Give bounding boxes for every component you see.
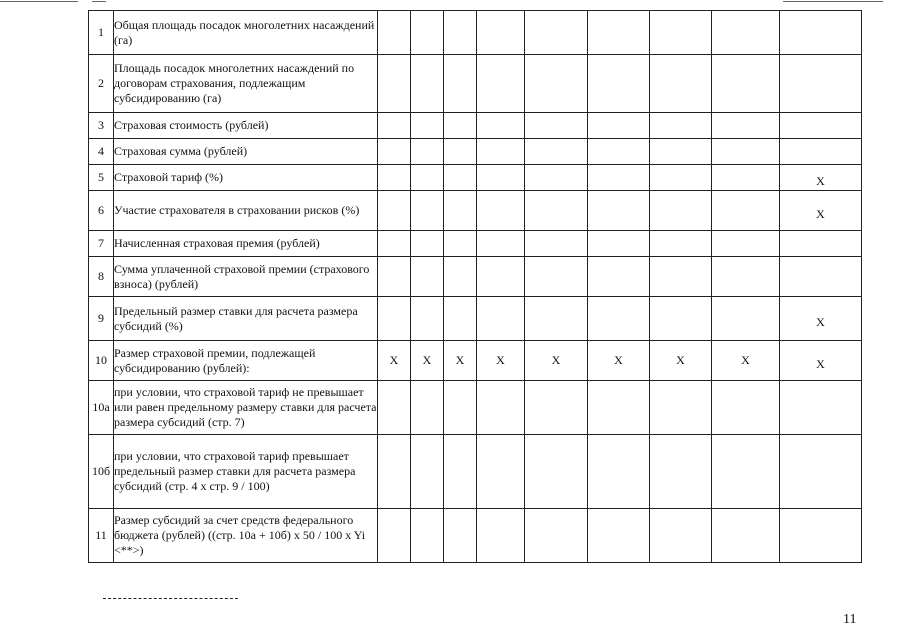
value-cell (712, 55, 780, 113)
value-cell (411, 139, 444, 165)
value-cell (444, 231, 477, 257)
value-cell (378, 435, 411, 509)
value-cell (525, 113, 588, 139)
value-cell (650, 297, 712, 341)
row-number: 5 (89, 165, 114, 191)
value-cell (378, 113, 411, 139)
row-number: 11 (89, 509, 114, 563)
row-label: Участие страхователя в страховании рисков (%) (114, 191, 378, 231)
value-cell: X (780, 297, 862, 341)
value-cell (650, 11, 712, 55)
value-cell (477, 435, 525, 509)
value-cell (444, 55, 477, 113)
value-cell (588, 191, 650, 231)
top-rule-left (0, 1, 78, 2)
value-cell (650, 139, 712, 165)
row-label: Размер субсидий за счет средств федерального бюджета (рублей) ((стр. 10а + 10б) x 50 / 100 x Yi <**>) (114, 509, 378, 563)
table-row (89, 341, 862, 381)
value-cell (588, 55, 650, 113)
table-row (89, 231, 862, 257)
value-cell (444, 139, 477, 165)
value-cell (712, 113, 780, 139)
row-label: Предельный размер ставки для расчета размера субсидий (%) (114, 297, 378, 341)
value-cell (411, 231, 444, 257)
row-label: Страховая стоимость (рублей) (114, 113, 378, 139)
top-rule-right (783, 1, 883, 2)
row-label: Сумма уплаченной страховой премии (страхового взноса) (рублей) (114, 257, 378, 297)
value-cell (411, 11, 444, 55)
value-cell (650, 509, 712, 563)
value-cell (411, 191, 444, 231)
value-cell: X (444, 341, 477, 381)
top-rule-mid (92, 1, 106, 2)
row-number: 3 (89, 113, 114, 139)
row-number: 4 (89, 139, 114, 165)
value-cell (650, 165, 712, 191)
value-cell: X (712, 341, 780, 381)
value-cell: X (780, 341, 862, 381)
row-label: Начисленная страховая премия (рублей) (114, 231, 378, 257)
row-number: 8 (89, 257, 114, 297)
value-cell (477, 509, 525, 563)
row-number: 6 (89, 191, 114, 231)
value-cell (712, 191, 780, 231)
subsidy-calculation-table (88, 10, 862, 563)
value-cell: X (588, 341, 650, 381)
value-cell (411, 257, 444, 297)
value-cell (780, 55, 862, 113)
value-cell (444, 509, 477, 563)
value-cell (444, 381, 477, 435)
value-cell (378, 231, 411, 257)
row-label: Общая площадь посадок многолетних насаждений (га) (114, 11, 378, 55)
value-cell (525, 257, 588, 297)
table-row (89, 191, 862, 231)
table-row (89, 11, 862, 55)
value-cell (444, 257, 477, 297)
row-number: 10а (89, 381, 114, 435)
value-cell (650, 55, 712, 113)
value-cell (712, 257, 780, 297)
value-cell (444, 165, 477, 191)
value-cell: X (378, 341, 411, 381)
value-cell (378, 297, 411, 341)
value-cell (477, 165, 525, 191)
value-cell (588, 165, 650, 191)
row-number: 9 (89, 297, 114, 341)
row-number: 10б (89, 435, 114, 509)
value-cell (411, 509, 444, 563)
value-cell (712, 509, 780, 563)
footnote-separator (103, 598, 238, 599)
value-cell (780, 509, 862, 563)
value-cell (588, 139, 650, 165)
value-cell (588, 257, 650, 297)
value-cell (588, 381, 650, 435)
table-row (89, 381, 862, 435)
value-cell (525, 139, 588, 165)
value-cell: X (780, 165, 862, 191)
value-cell (477, 231, 525, 257)
value-cell (378, 381, 411, 435)
value-cell (525, 55, 588, 113)
value-cell (650, 381, 712, 435)
value-cell (712, 11, 780, 55)
value-cell: X (411, 341, 444, 381)
row-label: при условии, что страховой тариф не превышает или равен предельному размеру ставки для расчета размера субсидий (стр. 7) (114, 381, 378, 435)
value-cell (525, 11, 588, 55)
value-cell (378, 55, 411, 113)
value-cell (712, 139, 780, 165)
value-cell: X (477, 341, 525, 381)
row-number: 2 (89, 55, 114, 113)
value-cell (588, 231, 650, 257)
value-cell (780, 11, 862, 55)
value-cell (411, 435, 444, 509)
row-number: 10 (89, 341, 114, 381)
value-cell (411, 55, 444, 113)
value-cell (411, 381, 444, 435)
value-cell (780, 113, 862, 139)
value-cell (411, 165, 444, 191)
value-cell (378, 191, 411, 231)
value-cell (444, 297, 477, 341)
table-row (89, 113, 862, 139)
value-cell (477, 381, 525, 435)
value-cell (444, 113, 477, 139)
table-row (89, 165, 862, 191)
value-cell (780, 139, 862, 165)
value-cell (525, 509, 588, 563)
value-cell (378, 165, 411, 191)
row-label: при условии, что страховой тариф превышает предельный размер ставки для расчета размера субсидий (стр. 4 x стр. 9 / 100) (114, 435, 378, 509)
value-cell (780, 231, 862, 257)
value-cell (477, 139, 525, 165)
value-cell (477, 257, 525, 297)
value-cell (477, 113, 525, 139)
table-row (89, 55, 862, 113)
table-row (89, 139, 862, 165)
value-cell (650, 231, 712, 257)
value-cell (712, 165, 780, 191)
row-number: 1 (89, 11, 114, 55)
value-cell (525, 231, 588, 257)
value-cell (588, 509, 650, 563)
value-cell (444, 435, 477, 509)
value-cell (525, 191, 588, 231)
value-cell (477, 191, 525, 231)
table-row (89, 435, 862, 509)
value-cell (712, 231, 780, 257)
row-number: 7 (89, 231, 114, 257)
value-cell (477, 297, 525, 341)
value-cell (477, 11, 525, 55)
value-cell (378, 257, 411, 297)
value-cell (712, 297, 780, 341)
value-cell (588, 11, 650, 55)
value-cell (780, 435, 862, 509)
value-cell (411, 113, 444, 139)
table-row (89, 509, 862, 563)
value-cell (525, 381, 588, 435)
value-cell (780, 257, 862, 297)
value-cell (525, 165, 588, 191)
value-cell (712, 381, 780, 435)
value-cell: X (780, 191, 862, 231)
value-cell (525, 435, 588, 509)
value-cell: X (525, 341, 588, 381)
row-label: Размер страховой премии, подлежащей субсидированию (рублей): (114, 341, 378, 381)
value-cell (650, 113, 712, 139)
row-label: Страховая сумма (рублей) (114, 139, 378, 165)
value-cell (588, 435, 650, 509)
value-cell (712, 435, 780, 509)
page-number: 11 (843, 612, 857, 627)
row-label: Площадь посадок многолетних насаждений по договорам страхования, подлежащим субсидированию (га) (114, 55, 378, 113)
value-cell (650, 257, 712, 297)
row-label: Страховой тариф (%) (114, 165, 378, 191)
value-cell (588, 297, 650, 341)
table-row (89, 297, 862, 341)
value-cell (378, 11, 411, 55)
table-row (89, 257, 862, 297)
value-cell (378, 139, 411, 165)
value-cell (477, 55, 525, 113)
value-cell (411, 297, 444, 341)
value-cell (650, 191, 712, 231)
value-cell (650, 435, 712, 509)
value-cell (444, 11, 477, 55)
value-cell (525, 297, 588, 341)
value-cell (444, 191, 477, 231)
value-cell (780, 381, 862, 435)
value-cell (588, 113, 650, 139)
value-cell: X (650, 341, 712, 381)
value-cell (378, 509, 411, 563)
